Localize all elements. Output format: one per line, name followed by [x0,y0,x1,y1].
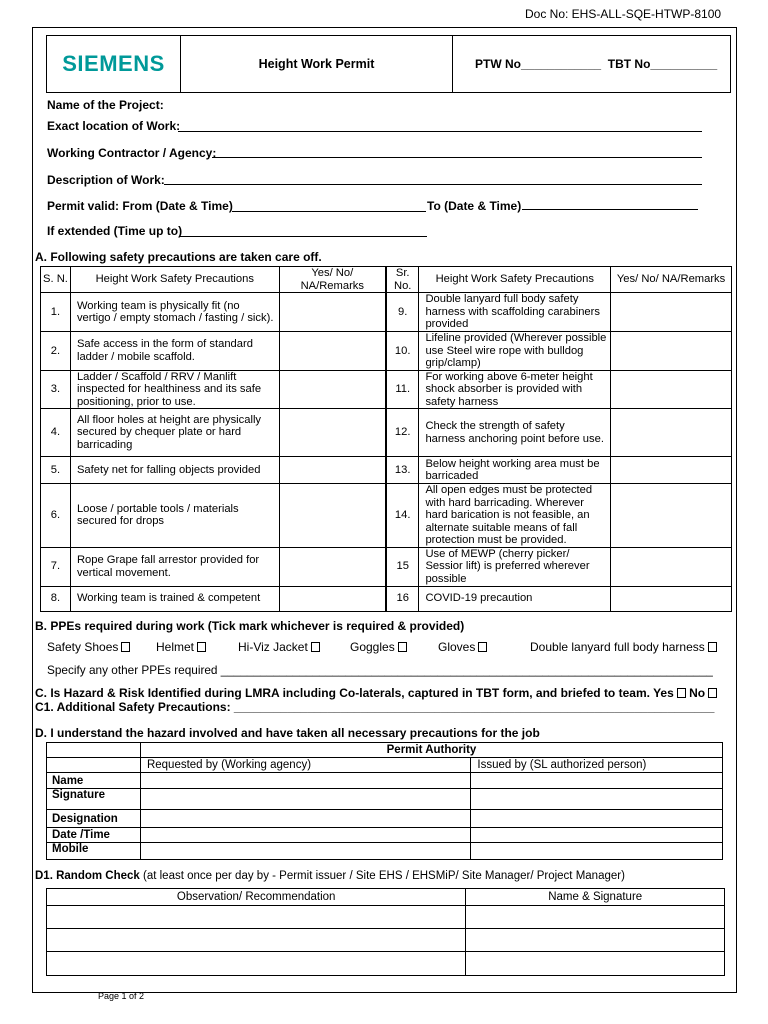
row-number: 9. [386,293,419,332]
table-row [47,906,725,929]
row-label: Date /Time [47,828,141,843]
hazard-question: C. Is Hazard & Risk Identified during LMRA including Co-laterals, captured in TBT form, and briefed to team. Yes [35,686,674,700]
row-label: Name [47,773,141,789]
ppe-hi-viz-jacket[interactable] [238,640,320,654]
random-check-label: D1. Random Check [35,870,140,882]
ppe-helmet[interactable] [156,640,206,654]
row-number: 2. [41,332,71,371]
col-yes-no-header-2: Yes/ No/ NA/Remarks [611,267,732,293]
precaution-text: All floor holes at height are physically secured by chequer plate or hard barricading [70,409,279,457]
signature-cell[interactable] [466,929,725,952]
yes-no-cell[interactable] [611,370,732,409]
section-d1-title [35,870,625,882]
ppe-label: Hi-Viz Jacket [238,640,308,654]
row-label: Signature [47,789,141,810]
siemens-logo: SIEMENS [47,36,181,92]
precautions-header-row [41,267,732,293]
requested-datetime-cell[interactable] [140,828,470,843]
extended-field[interactable] [179,236,427,237]
blank-cell [47,743,141,758]
section-a-title: A. Following safety precautions are taken care off. [35,250,322,264]
precaution-text: Safety net for falling objects provided [70,457,279,484]
requested-mobile-cell[interactable] [140,843,470,860]
ptw-tbt-numbers: PTW No____________ TBT No__________ [475,57,718,71]
issued-signature-cell[interactable] [471,789,723,810]
table-row [47,789,723,810]
extended-label: If extended (Time up to) [47,224,183,238]
issued-by-heading: Issued by (SL authorized person) [471,758,723,773]
row-number: 6. [41,484,71,548]
table-row [41,457,732,484]
ppe-gloves[interactable] [438,640,487,654]
project-label: Name of the Project: [47,98,164,112]
requested-designation-cell[interactable] [140,810,470,828]
signature-cell[interactable] [466,952,725,976]
ppe-label: Helmet [156,640,195,654]
row-number: 12. [386,409,419,457]
col-yes-no-header: Yes/ No/ NA/Remarks [279,267,386,293]
other-ppe-field[interactable]: Specify any other PPEs required ___________________________________________________________________________ [47,663,713,677]
authority-header-row [47,743,723,758]
authority-subheader-row [47,758,723,773]
yes-no-cell[interactable] [611,293,732,332]
precaution-text: Double lanyard full body safety harness with scaffolding carabiners provided [419,293,611,332]
name-signature-heading: Name & Signature [466,889,725,906]
random-check-table [46,888,725,976]
yes-no-cell[interactable] [279,457,386,484]
row-label: Designation [47,810,141,828]
checkbox-icon[interactable] [478,642,487,652]
valid-to-label: To (Date & Time) [427,199,522,213]
description-label: Description of Work: [47,173,165,187]
yes-checkbox-icon[interactable] [677,688,686,698]
row-number: 16 [386,586,419,611]
col-sn-header: S. N. [41,267,71,293]
doc-number: Doc No: EHS-ALL-SQE-HTWP-8100 [525,7,722,21]
ppe-safety-shoes[interactable] [47,640,130,654]
observation-cell[interactable] [47,929,466,952]
row-label: Mobile [47,843,141,860]
precaution-text: Check the strength of safety harness anchoring point before use. [419,409,611,457]
requested-name-cell[interactable] [140,773,470,789]
yes-no-cell[interactable] [611,457,732,484]
precaution-text: Use of MEWP (cherry picker/ Sessior lift) is preferred wherever possible [419,547,611,586]
precaution-text: Lifeline provided (Wherever possible use Steel wire rope with bulldog grip/clamp) [419,332,611,371]
col-srno-header: Sr. No. [386,267,419,293]
header [46,35,731,93]
valid-to-field[interactable] [522,209,698,210]
ppe-goggles[interactable] [350,640,407,654]
precautions-table [40,266,732,612]
random-check-note: (at least once per day by - Permit issuer / Site EHS / EHSMiP/ Site Manager/ Project Manager) [139,870,625,882]
table-row [41,409,732,457]
permit-authority-heading: Permit Authority [140,743,722,758]
precaution-text: Working team is physically fit (no vertigo / empty stomach / fasting / sick). [70,293,279,332]
yes-no-cell[interactable] [279,484,386,548]
yes-no-cell[interactable] [611,409,732,457]
precaution-text: Rope Grape fall arrestor provided for vertical movement. [70,547,279,586]
ppe-double-lanyard[interactable] [530,640,717,654]
location-field[interactable] [178,131,702,132]
section-b-title: B. PPEs required during work (Tick mark whichever is required & provided) [35,619,465,633]
table-row [41,547,732,586]
observation-cell[interactable] [47,952,466,976]
precaution-text: COVID-19 precaution [419,586,611,611]
random-check-header-row [47,889,725,906]
precaution-text: Below height working area must be barricaded [419,457,611,484]
no-checkbox-icon[interactable] [708,688,717,698]
row-number: 13. [386,457,419,484]
ppe-label: Double lanyard full body harness [530,640,705,654]
table-row [47,843,723,860]
yes-no-cell[interactable] [611,547,732,586]
ppe-label: Gloves [438,640,476,654]
table-row [47,929,725,952]
observation-cell[interactable] [47,906,466,929]
observation-heading: Observation/ Recommendation [47,889,466,906]
permit-authority-table [46,742,723,860]
row-number: 7. [41,547,71,586]
row-number: 14. [386,484,419,548]
yes-no-cell[interactable] [611,332,732,371]
section-c-question [35,686,717,700]
checkbox-icon[interactable] [121,642,130,652]
valid-from-label: Permit valid: From (Date & Time) [47,199,233,213]
valid-from-field[interactable] [232,211,426,212]
table-row [41,332,732,371]
col-precautions-header-2: Height Work Safety Precautions [419,267,611,293]
checkbox-icon[interactable] [197,642,206,652]
checkbox-icon[interactable] [311,642,320,652]
no-label: No [689,686,706,700]
blank-cell [47,758,141,773]
yes-no-cell[interactable] [279,370,386,409]
requested-signature-cell[interactable] [140,789,470,810]
table-row [41,484,732,548]
row-number: 3. [41,370,71,409]
table-row [47,952,725,976]
precaution-text: All open edges must be protected with hard barricading. Wherever hard barication is not feasible, an alternate suitable means of fall protection must be provided. [419,484,611,548]
row-number: 5. [41,457,71,484]
ppe-label: Safety Shoes [47,640,119,654]
yes-no-cell[interactable] [279,547,386,586]
issued-name-cell[interactable] [471,773,723,789]
requested-by-heading: Requested by (Working agency) [140,758,470,773]
page-number: Page 1 of 2 [98,991,145,1001]
precaution-text: Ladder / Scaffold / RRV / Manlift inspected for healthiness and its safe positioning, prior to use. [70,370,279,409]
table-row [41,370,732,409]
precaution-text: For working above 6-meter height shock absorber is provided with safety harness [419,370,611,409]
contractor-label: Working Contractor / Agency: [47,146,217,160]
precaution-text: Working team is trained & competent [70,586,279,611]
yes-no-cell[interactable] [611,586,732,611]
precaution-text: Safe access in the form of standard ladder / mobile scaffold. [70,332,279,371]
section-d-title: D. I understand the hazard involved and have taken all necessary precautions for the job [35,726,540,740]
signature-cell[interactable] [466,906,725,929]
yes-no-cell[interactable] [611,484,732,548]
checkbox-icon[interactable] [398,642,407,652]
issued-designation-cell[interactable] [471,810,723,828]
row-number: 10. [386,332,419,371]
additional-precautions-field[interactable]: C1. Additional Safety Precautions: ________________________________________________________________________ [35,700,715,714]
precaution-text: Loose / portable tools / materials secured for drops [70,484,279,548]
row-number: 4. [41,409,71,457]
row-number: 15 [386,547,419,586]
ppe-label: Goggles [350,640,395,654]
issued-datetime-cell[interactable] [471,828,723,843]
issued-mobile-cell[interactable] [471,843,723,860]
table-row [41,586,732,611]
table-row [47,810,723,828]
table-row [47,773,723,789]
yes-no-cell[interactable] [279,586,386,611]
yes-no-cell[interactable] [279,293,386,332]
contractor-field[interactable] [212,157,702,158]
description-field[interactable] [164,184,702,185]
page-title: Height Work Permit [181,36,453,92]
table-row [47,828,723,843]
row-number: 8. [41,586,71,611]
yes-no-cell[interactable] [279,332,386,371]
yes-no-cell[interactable] [279,409,386,457]
row-number: 11. [386,370,419,409]
table-row [41,293,732,332]
location-label: Exact location of Work: [47,119,181,133]
col-precautions-header: Height Work Safety Precautions [70,267,279,293]
checkbox-icon[interactable] [708,642,717,652]
row-number: 1. [41,293,71,332]
